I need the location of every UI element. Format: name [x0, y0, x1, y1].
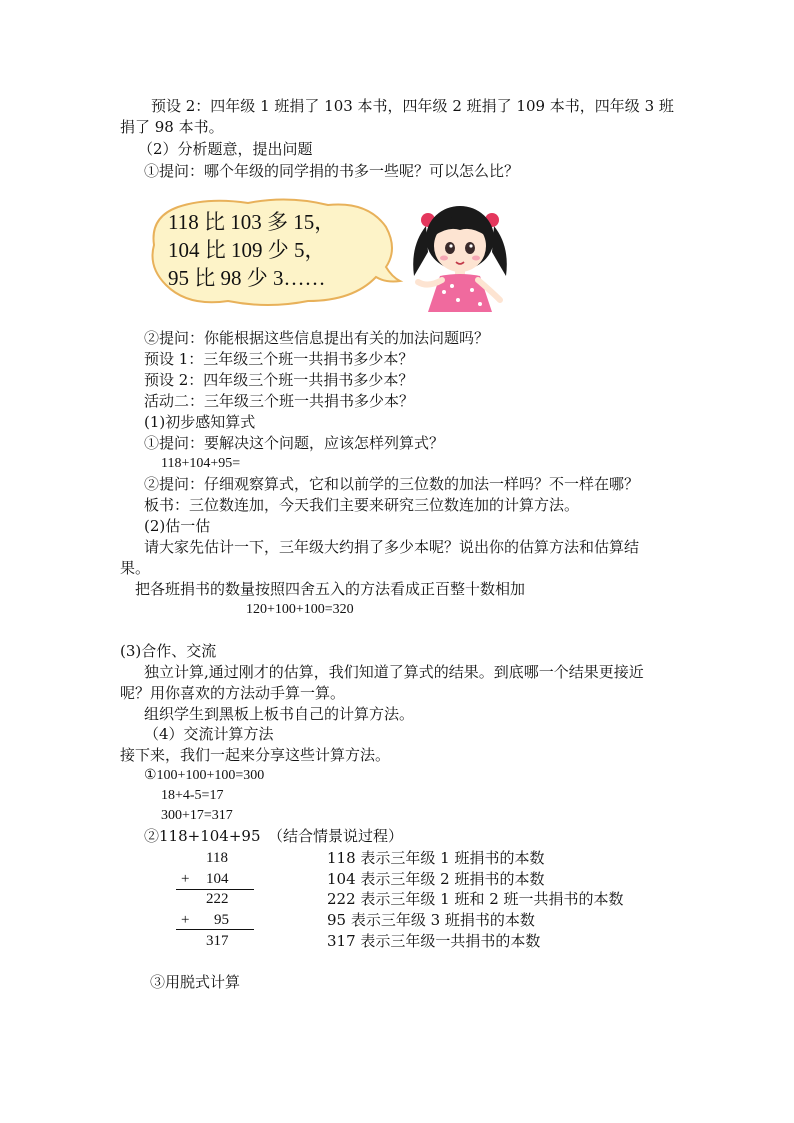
estimate-result: 120+100+100=320	[246, 602, 354, 617]
section-cooperate: (3)合作、交流	[120, 642, 217, 660]
preset-2-continued: 捐了 98 本书。	[120, 118, 224, 136]
activity-2-heading: 活动二：三年级三个班一共捐书多少本？	[144, 392, 415, 410]
method-3-heading: ③用脱式计算	[150, 973, 241, 991]
share-methods: 接下来，我们一起来分享这些计算方法。	[120, 746, 391, 764]
independent-calc: 独立计算,通过刚才的估算，我们知道了算式的结果。到底哪一个结果更接近	[144, 663, 644, 681]
section-estimate: (2)估一估	[144, 517, 211, 535]
method-1-step-3: 300+17=317	[161, 808, 233, 823]
explain-95: 95 表示三年级 3 班捐书的本数	[327, 911, 535, 929]
girl-illustration	[408, 196, 512, 316]
estimate-prompt-continued: 果。	[120, 559, 151, 577]
calc-row-317: 317	[206, 933, 229, 949]
independent-calc-continued: 呢？用你喜欢的方法动手算一算。	[120, 684, 346, 702]
preset-2-grade4: 预设 2：四年级三个班一共捐书多少本？	[144, 371, 414, 389]
rounding-method: 把各班捐书的数量按照四舍五入的方法看成正百整十数相加	[135, 580, 526, 598]
bubble-line-2: 104 比 109 少 5，	[168, 238, 326, 262]
section-exchange: （4）交流计算方法	[144, 725, 274, 743]
method-1-step-1: ①100+100+100=300	[144, 768, 265, 783]
preset-1-grade3: 预设 1：三年级三个班一共捐书多少本？	[144, 350, 414, 368]
explain-118: 118 表示三年级 1 班捐书的本数	[327, 849, 545, 867]
calc-rule-2	[176, 929, 254, 930]
method-2-heading: ②118+104+95 （结合情景说过程）	[144, 827, 403, 845]
calc-row-222: 222	[206, 891, 229, 907]
explain-104: 104 表示三年级 2 班捐书的本数	[327, 870, 545, 888]
question-1: ①提问：哪个年级的同学捐的书多一些呢？可以怎么比？	[144, 162, 520, 180]
question-formula: ①提问：要解决这个问题，应该怎样列算式？	[144, 434, 445, 452]
section-analyze-heading: （2）分析题意，提出问题	[138, 140, 313, 158]
question-2: ②提问：你能根据这些信息提出有关的加法问题吗？	[144, 329, 490, 347]
calc-plus-sign-2: +	[181, 912, 190, 928]
calc-row-104: 104	[206, 871, 229, 887]
explain-317: 317 表示三年级一共捐书的本数	[327, 932, 541, 950]
board-organize: 组织学生到黑板上板书自己的计算方法。	[144, 705, 415, 723]
section-perceive-formula: (1)初步感知算式	[144, 413, 256, 431]
calc-plus-sign-1: +	[181, 871, 190, 887]
board-note: 板书：三位数连加，今天我们主要来研究三位数连加的计算方法。	[144, 496, 580, 514]
estimate-prompt: 请大家先估计一下，三年级大约捐了多少本呢？说出你的估算方法和估算结	[144, 538, 640, 556]
bubble-line-3: 95 比 98 少 3……	[168, 266, 326, 290]
question-observe: ②提问：仔细观察算式，它和以前学的三位数的加法一样吗？不一样在哪？	[144, 475, 640, 493]
bubble-line-1: 118 比 103 多 15，	[168, 210, 336, 234]
formula: 118+104+95=	[161, 456, 241, 471]
explain-222: 222 表示三年级 1 班和 2 班一共捐书的本数	[327, 890, 624, 908]
method-1-step-2: 18+4-5=17	[161, 788, 224, 803]
calc-row-118: 118	[206, 850, 228, 866]
calc-row-95: 95	[214, 912, 229, 928]
preset-2-line: 预设 2：四年级 1 班捐了 103 本书，四年级 2 班捐了 109 本书，四年级 3 班	[151, 97, 674, 115]
